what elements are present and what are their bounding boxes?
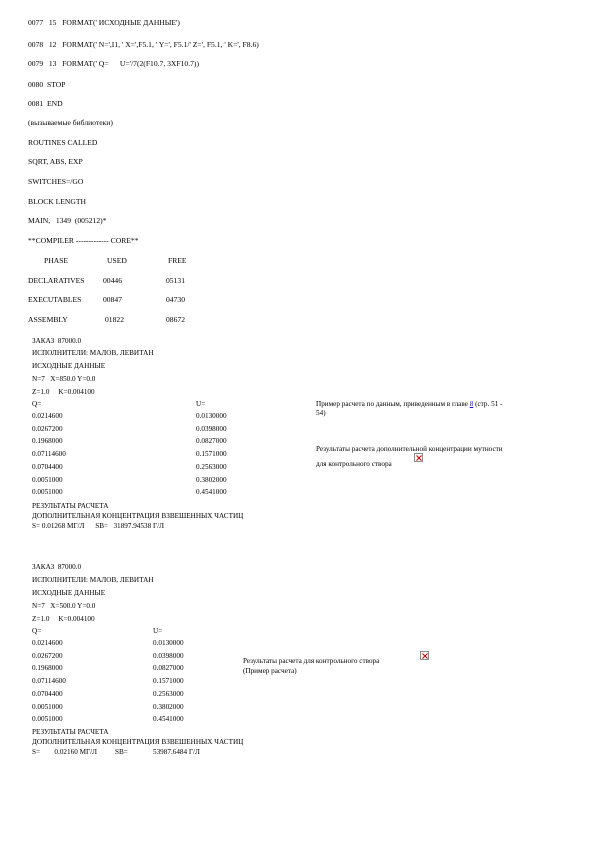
q-value: 0.0704400 — [32, 689, 63, 698]
q-column-header: Q= — [32, 400, 42, 408]
listing-line: ROUTINES CALLED — [28, 138, 98, 147]
params-line: N=7 X=850.0 Y=0.0 — [32, 375, 96, 383]
results-values: S= 0.01268 МГ/Л SB= 31897.94538 Г/Л — [32, 522, 164, 530]
results-subtitle: ДОПОЛНИТЕЛЬНАЯ КОНЦЕНТРАЦИЯ ВЗВЕШЕННЫХ ЧАСТИЦ — [32, 738, 244, 746]
q-value: 0.0704400 — [32, 462, 63, 471]
q-value: 0.0051000 — [32, 715, 63, 724]
q-column-header: Q= — [32, 627, 42, 635]
q-value: 0.1968000 — [32, 437, 63, 446]
params-line: Z=1.0 K=0.004100 — [32, 388, 95, 396]
used-header: USED — [107, 256, 127, 265]
broken-image-icon — [420, 651, 429, 660]
u-value: 0.0130000 — [153, 639, 184, 647]
listing-line: 0077 15 FORMAT(' ИСХОДНЫЕ ДАННЫЕ') — [28, 18, 180, 27]
used-cell: 00446 — [103, 276, 122, 285]
broken-image-icon — [414, 453, 423, 462]
u-column-header: U= — [196, 400, 206, 408]
note-text: (стр. 51 - — [473, 400, 503, 408]
u-column-header: U= — [153, 627, 163, 635]
results-caption: Результаты расчета дополнительной концентрации мутности — [316, 445, 503, 453]
q-value: 0.1968000 — [32, 664, 63, 673]
listing-line: 0078 12 FORMAT(' N=',I1, ' X=',F5.1, ' Y=', F5.1/' Z=', F5.1, ' K=', F8.6) — [28, 40, 259, 49]
u-value: 0.0827000 — [153, 664, 184, 673]
listing-line: SWITCHES=/GO — [28, 177, 84, 186]
results-caption: Результаты расчета для контрольного створа — [243, 657, 380, 665]
params-line: Z=1.0 K=0.004100 — [32, 615, 95, 623]
free-header: FREE — [168, 256, 187, 265]
u-value: 0.3802000 — [153, 702, 184, 711]
input-data-title: ИСХОДНЫЕ ДАННЫЕ — [32, 362, 106, 370]
free-cell: 05131 — [166, 276, 185, 285]
listing-line: 0081 END — [28, 99, 63, 108]
executors-line: ИСПОЛНИТЕЛИ: МАЛОВ, ЛЕВИТАН — [32, 349, 154, 357]
order-line: ЗАКАЗ 87000.0 — [32, 563, 82, 571]
chapter-link[interactable]: 8 — [469, 400, 474, 408]
u-value: 0.4541000 — [196, 488, 227, 497]
q-value: 0.07114600 — [32, 450, 66, 459]
results-subtitle: ДОПОЛНИТЕЛЬНАЯ КОНЦЕНТРАЦИЯ ВЗВЕШЕННЫХ ЧАСТИЦ — [32, 512, 244, 520]
phase-cell: DECLARATIVES — [28, 276, 85, 285]
u-value: 0.3802000 — [196, 475, 227, 484]
listing-line: 0080 STOP — [28, 80, 66, 89]
input-data-title: ИСХОДНЫЕ ДАННЫЕ — [32, 589, 106, 597]
executors-line: ИСПОЛНИТЕЛИ: МАЛОВ, ЛЕВИТАН — [32, 576, 154, 584]
free-cell: 08672 — [166, 315, 185, 324]
q-value: 0.0214600 — [32, 639, 63, 647]
listing-line: BLOCK LENGTH — [28, 197, 87, 206]
free-cell: 04730 — [166, 295, 185, 304]
phase-header: PHASE — [44, 256, 69, 265]
used-cell: 01822 — [105, 315, 124, 324]
u-value: 0.0398000 — [153, 651, 184, 660]
used-cell: 00847 — [103, 295, 122, 304]
u-value: 0.2563000 — [153, 689, 184, 698]
u-value: 0.4541000 — [153, 715, 184, 724]
note-text: Пример расчета по данным, приведенным в главе — [316, 400, 470, 408]
phase-cell: ASSEMBLY — [28, 315, 68, 324]
order-line: ЗАКАЗ 87000.0 — [32, 337, 82, 345]
q-value: 0.0267200 — [32, 651, 63, 660]
q-value: 0.0214600 — [32, 412, 63, 420]
results-caption-cont: (Пример расчета) — [243, 667, 297, 675]
listing-line: (вызываемые библиотеки) — [28, 118, 113, 127]
q-value: 0.0051000 — [32, 702, 63, 711]
listing-line: **COMPILER ------------- CORE** — [28, 236, 139, 245]
q-value: 0.0051000 — [32, 475, 63, 484]
u-value: 0.1571000 — [153, 677, 184, 686]
results-values: S= 0.02160 МГ/Л SB= 53987.6484 Г/Л — [32, 748, 200, 756]
listing-line: 0079 13 FORMAT(' Q= U='/7(2(F10.7, 3XF10.7)) — [28, 59, 199, 68]
u-value: 0.1571000 — [196, 450, 227, 459]
q-value: 0.0267200 — [32, 424, 63, 433]
q-value: 0.0051000 — [32, 488, 63, 497]
q-value: 0.07114600 — [32, 677, 66, 686]
example-note-cont: 54) — [316, 409, 326, 417]
results-title: РЕЗУЛЬТАТЫ РАСЧЕТА — [32, 728, 109, 736]
listing-line: MAIN, 1349 (005212)* — [28, 216, 107, 225]
u-value: 0.0827000 — [196, 437, 227, 446]
u-value: 0.0130000 — [196, 412, 227, 420]
listing-line: SQRT, ABS, EXP — [28, 157, 83, 166]
u-value: 0.2563000 — [196, 462, 227, 471]
params-line: N=7 X=500.0 Y=0.0 — [32, 602, 96, 610]
u-value: 0.0398000 — [196, 424, 227, 433]
phase-cell: EXECUTABLES — [28, 295, 82, 304]
results-caption-cont: для контрольного створа — [316, 460, 392, 468]
results-title: РЕЗУЛЬТАТЫ РАСЧЕТА — [32, 502, 109, 510]
example-note — [316, 400, 502, 409]
